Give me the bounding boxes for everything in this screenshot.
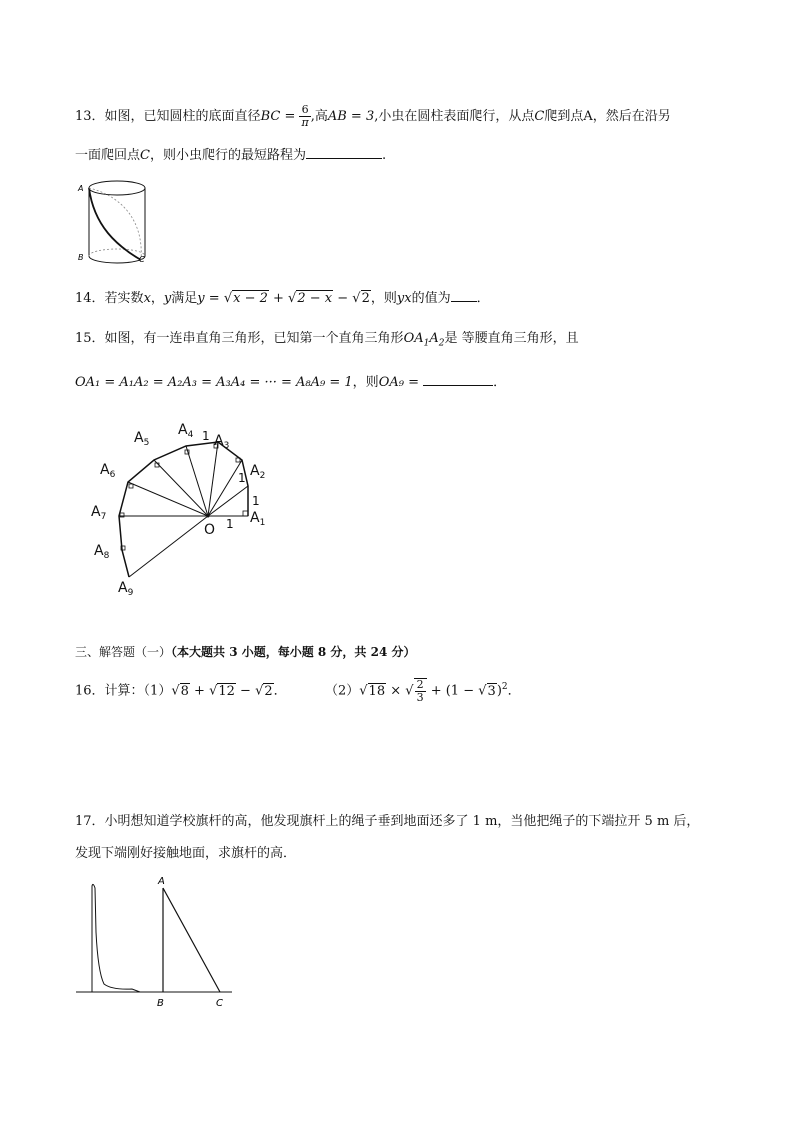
q17-line2 [75,845,296,863]
q13-point-c1: C [534,109,545,124]
q13-frac-den: π [301,116,309,129]
spoke-oa5 [186,446,208,516]
q16-p1-radical-3: 2 [264,683,273,699]
q16-p2-num: 2 [416,678,424,691]
spoke-oa7 [128,482,208,516]
section-3-heading [75,643,415,661]
q15-equation: OA₁ = A₁A₂ = A₂A₃ = A₃A₄ = ··· = A₈A₉ = 1 [75,375,353,390]
label-a9: $A_9$ [118,580,134,598]
label-s4: 1 [202,429,210,443]
label-s2: 1 [252,494,260,508]
cylinder-label-c: C [139,255,145,264]
spoke-oa9 [129,516,208,577]
cylinder-bottom-back [89,249,145,256]
q13-line2-a: 一面爬回点 [75,148,141,163]
rope-pulled [163,888,220,992]
q14-text-c: ，则 [370,291,397,306]
q14-plus: + [268,291,289,306]
q16-p2-den: 3 [416,691,424,704]
q14-y: y [163,291,172,306]
q13-frac-num: 6 [299,104,310,117]
q16-p1-end: ． [273,683,287,699]
label-s3: 1 [238,471,246,485]
q13-number: 13． [75,109,105,124]
q13-period: . [381,148,387,163]
label-a7: $A_7$ [91,504,107,522]
q13-bc: BC [260,109,281,124]
q17-number: 17． [75,814,105,829]
q16-p2-radical-1: 18 [368,683,386,699]
label-a6: $A_6$ [100,462,116,480]
q15-oa: OA [403,331,424,346]
q14-radical-2: 2 − x [297,291,333,306]
q13-fraction [299,104,310,129]
cylinder-label-b: B [78,253,84,262]
spiral-spokes [119,442,248,577]
label-a4: $A_4$ [178,422,194,440]
q15-line1 [75,330,579,353]
q16-p2-label: （2） [324,683,360,699]
origin-point [207,515,210,518]
q15-sub-2: 2 [438,338,445,349]
q16-p2-end: ． [507,683,521,699]
q16-p1-plus: + [189,683,210,699]
q16-line: 16．计算：（1）√8 + √12 − √2． （2）√18 × √ $\frac{2}{3}$ + $(1 - √3)^2$． [75,678,521,704]
q16-number: 16． [75,683,105,699]
q16-p1-radical-2: 12 [218,683,235,699]
q16-p1-radical-1: 8 [180,683,189,699]
q17-text-2: 发现下端刚好接触地面，求旗杆的高． [75,846,297,861]
q14-minus: − [333,291,353,306]
cylinder-top-ellipse [89,181,145,195]
q14-text-a: 若实数 [104,291,144,306]
q15-sub-1: 1 [423,338,430,349]
hanging-rope [92,884,140,992]
q15-text-a: 如图，有一连串直角三角形，已知第一个直角三角形 [104,331,404,346]
q17-line1 [75,813,699,831]
cylinder-figure [72,176,162,266]
spiral-labels [91,422,265,598]
right-angle-a7 [129,484,133,488]
q14-eq-lhs: y = [197,291,224,306]
label-a3: $A_3$ [214,433,230,451]
q13-text-c: ,小虫在圆柱表面爬行，从点 [374,109,535,124]
q15-line2 [75,371,506,392]
q15-a: A [429,331,439,346]
spiral-outer-edges [119,442,248,577]
q14-text-d: 的值为 [411,291,451,306]
q16-p2-exponent: 2 [501,682,508,693]
q13-ab-expr: AB = 3 [327,109,375,124]
q16-p2-fraction [414,678,427,704]
q15-triangle-name [403,331,445,349]
q15-number: 15． [75,331,105,346]
label-a8: $A_8$ [94,543,110,561]
q15-text-c: ，则 [352,375,379,390]
section-3-title: 三、解答题（一） [75,645,172,659]
q14-x: x [143,291,151,306]
spoke-oa2 [208,486,248,516]
label-o: O [204,522,216,538]
q15-text-b: 是 等腰直角三角形，且 [444,331,579,346]
label-a5: $A_5$ [134,430,150,448]
q13-line1 [75,104,671,129]
q13-line2-b: ，则小虫爬行的最短路程为 [149,148,306,163]
q16-p2-paren: (1 − [445,683,479,699]
q14-text-b: 满足 [171,291,198,306]
cylinder-label-a: A [78,184,84,193]
flagpole-figure [72,872,242,1012]
q13-text-a: 如图，已知圆柱的底面直径 [104,109,261,124]
q13-text-b: ,高 [310,109,328,124]
q13-text-d: 爬到点A，然后在沿另 [544,109,671,124]
q16-p1-minus: − [235,683,256,699]
q14-radical-1: x − 2 [233,291,268,306]
spoke-oa6 [154,460,208,516]
q14-answer-blank [451,287,477,302]
q17-text-1: 小明想知道学校旗杆的高，他发现旗杆上的绳子垂到地面还多了 1 m，当他把绳子的下端拉开 5 m 后， [104,814,700,829]
section-3-note: （本大题共 3 小题，每小题 8 分，共 24 分） [171,645,416,659]
q15-oa9: OA₉ = [378,375,424,390]
label-a1: $A_1$ [250,510,266,528]
q15-period: ． [493,375,507,390]
spiral-triangles-figure [88,412,288,602]
flag-label-c: C [216,998,223,1009]
q16-text-a: 计算：（1） [104,683,172,699]
flag-label-b: B [157,998,164,1009]
q14-comma: ， [150,291,164,306]
label-a2: $A_2$ [250,463,266,481]
q16-times: × [386,683,406,699]
q13-eq: = [280,109,300,124]
q16-p2-radical-2: 3 [487,683,496,699]
q16-p2-close: ) [496,683,502,699]
spoke-oa3 [208,460,242,516]
cylinder-front-path [89,188,141,260]
label-s1: 1 [226,517,234,531]
flag-label-a: A [158,876,165,887]
q14-line: 14．若实数x，y满足y = √x − 2 + √2 − x − √2，则yx的值为 ． [75,287,490,308]
q14-number: 14． [75,291,105,306]
q14-period: ． [476,291,490,306]
q13-point-c2: C [140,148,150,163]
spoke-oa4 [208,442,218,516]
q15-answer-blank [423,371,493,386]
q13-line2 [75,144,386,165]
q16-p2-plus: + [426,683,446,699]
q14-yx: yx [396,291,412,306]
q13-answer-blank [306,144,382,159]
q14-radical-3: 2 [361,291,370,306]
